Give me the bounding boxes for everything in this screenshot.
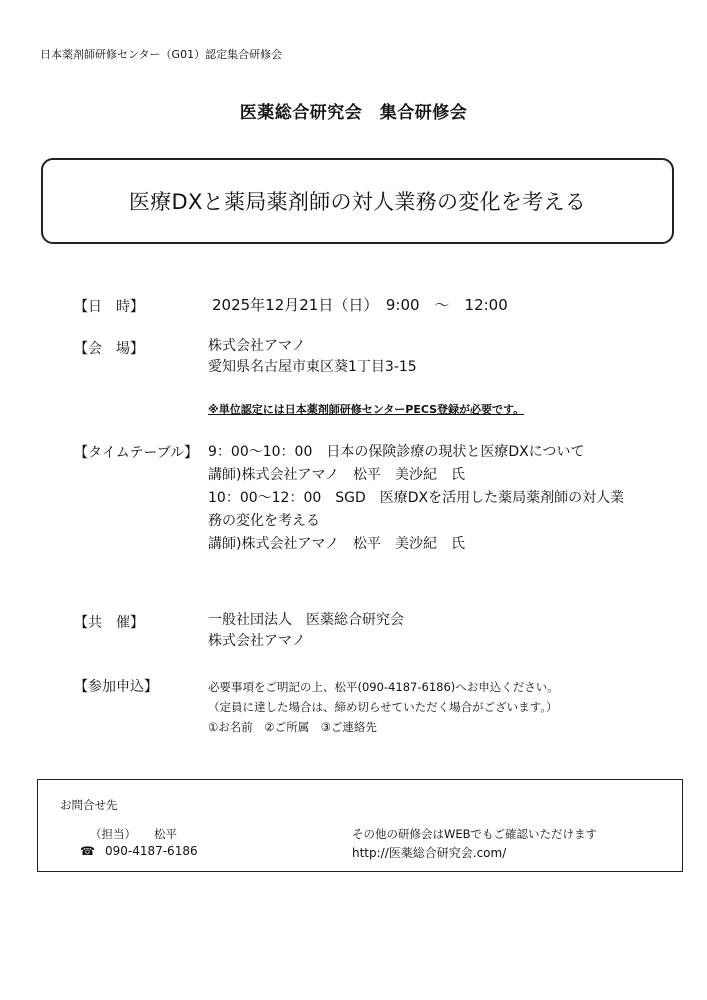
venue-label: 【会 場】 <box>74 341 144 357</box>
pecs-notice: ※単位認定には日本薬剤師研修センターPECS登録が必要です。 <box>208 403 525 416</box>
venue-block <box>208 336 417 378</box>
timetable-line: 講師)株式会社アマノ 松平 美沙紀 氏 <box>208 467 466 483</box>
timetable-line: 講師)株式会社アマノ 松平 美沙紀 氏 <box>208 536 466 552</box>
website-link[interactable]: http://医薬総合研究会.com/ <box>352 846 507 860</box>
contact-label: （担当） <box>90 827 136 841</box>
cohost-line: 株式会社アマノ <box>208 633 306 649</box>
timetable-block <box>208 441 624 556</box>
apply-line: （定員に達した場合は、締め切らせていただく場合がございます。） <box>208 700 558 714</box>
timetable-line: 務の変化を考える <box>208 513 320 529</box>
contact-person <box>90 826 177 842</box>
timetable-line: 10：00～12：00 SGD 医療DXを活用した薬局薬剤師の対人業 <box>208 490 625 506</box>
contact-title: お問合せ先 <box>60 798 118 812</box>
main-title-box <box>41 158 674 244</box>
apply-line: ①お名前 ②ご所属 ③ご連絡先 <box>208 720 377 734</box>
venue-name: 株式会社アマノ <box>208 338 306 354</box>
timetable-label: 【タイムテーブル】 <box>74 445 199 461</box>
cohost-line: 一般社団法人 医薬総合研究会 <box>208 612 404 628</box>
apply-line: 必要事項をご明記の上、松平(090-4187-6186)へお申込ください。 <box>208 680 559 694</box>
cohost-label: 【共 催】 <box>74 615 144 631</box>
contact-name: 松平 <box>154 827 177 841</box>
contact-phone <box>80 844 198 858</box>
date-value: 2025年12月21日（日） 9:00 ～ 12:00 <box>212 296 508 314</box>
organization-title: 医薬総合研究会 集合研修会 <box>239 103 468 123</box>
accreditation-note: 日本薬剤師研修センター（G01）認定集合研修会 <box>40 48 283 61</box>
apply-label: 【参加申込】 <box>74 679 158 695</box>
apply-block <box>208 677 559 737</box>
web-note: その他の研修会はWEBでもご確認いただけます <box>352 827 598 841</box>
date-label: 【日 時】 <box>74 299 144 315</box>
telephone-icon: ☎ <box>80 844 95 858</box>
seminar-title: 医療DXと薬局薬剤師の対人業務の変化を考える <box>128 190 587 214</box>
venue-address: 愛知県名古屋市東区葵1丁目3-15 <box>208 359 417 375</box>
cohost-block <box>208 610 404 652</box>
phone-number[interactable]: 090-4187-6186 <box>104 844 198 858</box>
timetable-line: 9：00～10：00 日本の保険診療の現状と医療DXについて <box>208 444 585 460</box>
